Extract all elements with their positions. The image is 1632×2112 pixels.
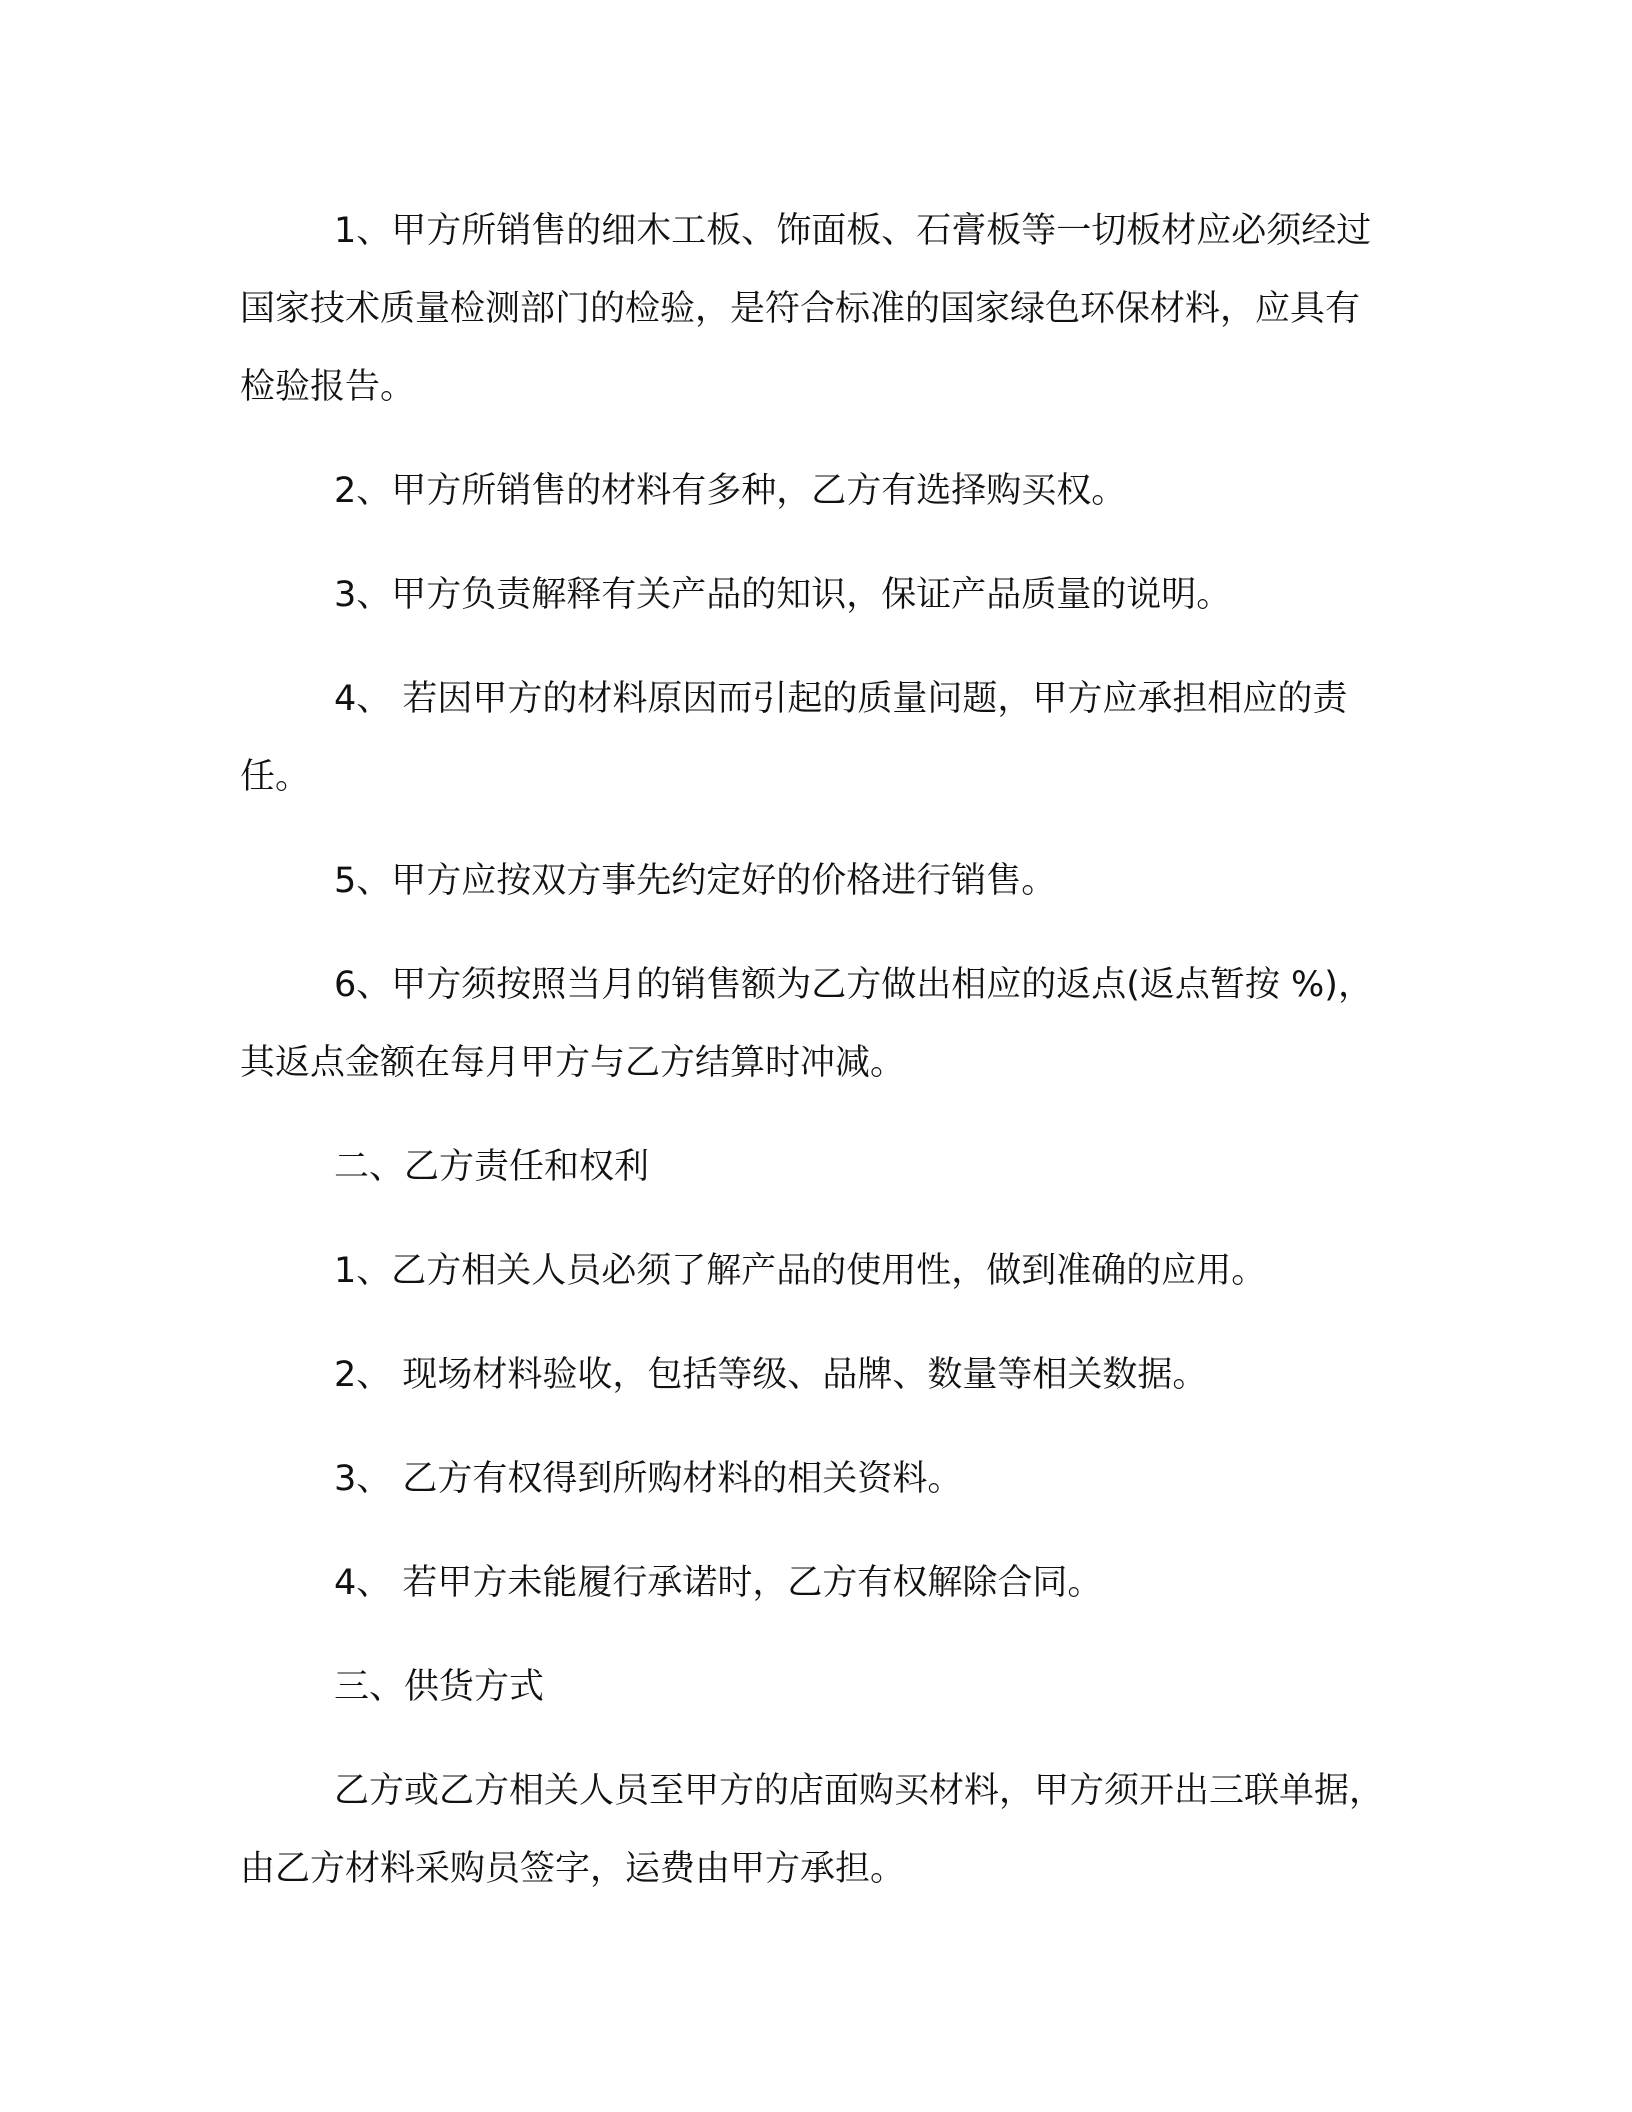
clause-a1: 1、甲方所销售的细木工板、饰面板、石膏板等一切板材应必须经过国家技术质量检测部门的检验，是符合标准的国家绿色环保材料，应具有检验报告。 — [240, 211, 1372, 407]
document-body — [240, 192, 1385, 1908]
clause-a3: 3、甲方负责解释有关产品的知识，保证产品质量的说明。 — [334, 575, 1232, 615]
clause-a4: 4、 若因甲方的材料原因而引起的质量问题，甲方应承担相应的责任。 — [240, 679, 1348, 797]
clause-b2: 2、 现场材料验收，包括等级、品牌、数量等相关数据。 — [334, 1355, 1208, 1395]
clause-b1: 1、乙方相关人员必须了解产品的使用性，做到准确的应用。 — [334, 1251, 1267, 1291]
supply-method-paragraph: 乙方或乙方相关人员至甲方的店面购买材料，甲方须开出三联单据，由乙方材料采购员签字，运费由甲方承担。 — [240, 1771, 1385, 1889]
clause-b3: 3、 乙方有权得到所购材料的相关资料。 — [334, 1459, 963, 1499]
section-heading-3: 三、供货方式 — [334, 1667, 545, 1707]
clause-a6: 6、甲方须按照当月的销售额为乙方做出相应的返点(返点暂按 %)，其返点金额在每月甲方与乙方结算时冲减。 — [240, 965, 1373, 1083]
clause-a2: 2、甲方所销售的材料有多种，乙方有选择购买权。 — [334, 471, 1127, 511]
clause-a5: 5、甲方应按双方事先约定好的价格进行销售。 — [334, 861, 1057, 901]
clause-b4: 4、 若甲方未能履行承诺时，乙方有权解除合同。 — [334, 1563, 1103, 1603]
section-heading-2: 二、乙方责任和权利 — [334, 1147, 650, 1187]
